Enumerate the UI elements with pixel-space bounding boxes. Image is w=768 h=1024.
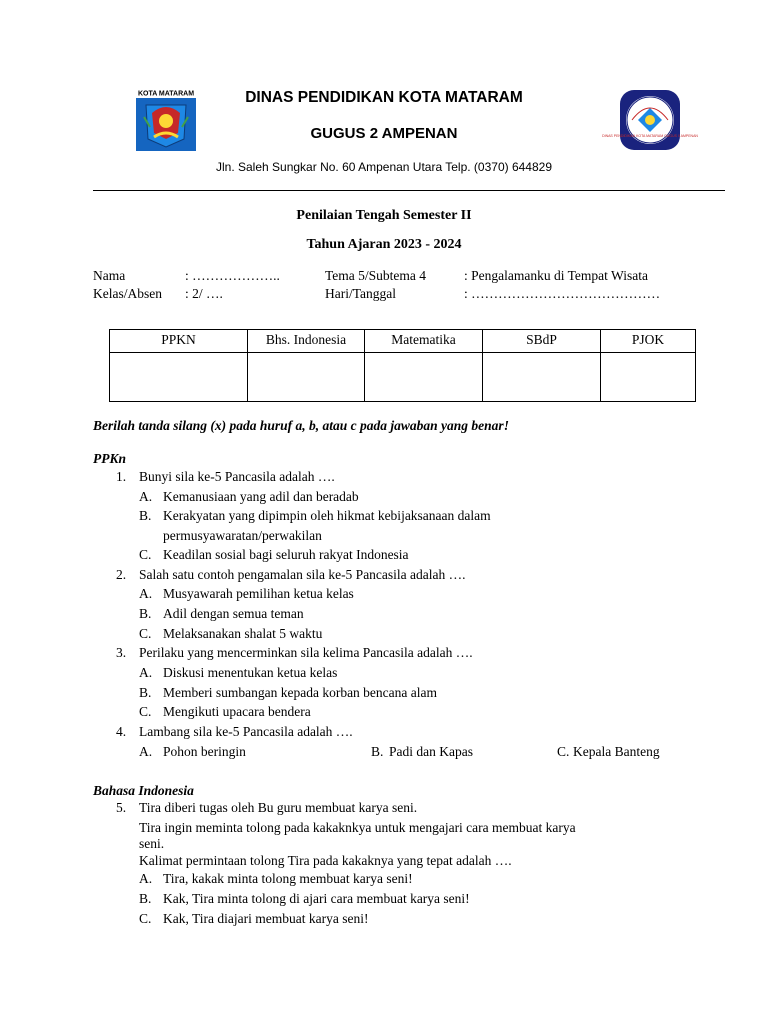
score-cell-pjok[interactable]	[601, 353, 696, 402]
option-letter[interactable]: B.	[139, 685, 152, 700]
option-letter[interactable]: B.	[371, 744, 384, 759]
logo-left-caption: KOTA MATARAM	[137, 90, 195, 98]
hari-label: Hari/Tanggal	[325, 286, 397, 301]
cluster-name: GUGUS 2 AMPENAN	[310, 125, 458, 142]
option-text: Kemanusiaan yang adil dan beradab	[163, 489, 359, 504]
option-text: Diskusi menentukan ketua kelas	[163, 665, 338, 680]
question-text-line: seni.	[139, 836, 165, 851]
option-letter[interactable]: C.	[139, 911, 152, 926]
score-header-matematika: Matematika	[365, 330, 483, 353]
tema-value: : Pengalamanku di Tempat Wisata	[464, 268, 648, 283]
question-text: Salah satu contoh pengamalan sila ke-5 Pancasila adalah ….	[139, 567, 466, 582]
score-header-ppkn: PPKN	[110, 330, 248, 353]
score-cell-bhs-indonesia[interactable]	[248, 353, 365, 402]
hari-field[interactable]: : ……………………………………	[464, 286, 661, 301]
question-number: 3.	[116, 645, 127, 660]
option-text: Keadilan sosial bagi seluruh rakyat Indonesia	[163, 547, 409, 562]
score-cell-matematika[interactable]	[365, 353, 483, 402]
score-header-bhs-indonesia: Bhs. Indonesia	[248, 330, 365, 353]
score-cell-sbdp[interactable]	[483, 353, 601, 402]
exam-title: Penilaian Tengah Semester II	[296, 208, 472, 223]
option-text: Kepala Banteng	[573, 744, 660, 759]
option-text: Mengikuti upacara bendera	[163, 704, 311, 719]
option-text: Tira, kakak minta tolong membuat karya seni!	[163, 871, 413, 886]
option-text: Memberi sumbangan kepada korban bencana alam	[163, 685, 438, 700]
score-table	[109, 329, 696, 402]
institution-name: DINAS PENDIDIKAN KOTA MATARAM	[245, 89, 523, 106]
kelas-label: Kelas/Absen	[93, 286, 162, 301]
option-letter[interactable]: A.	[139, 744, 153, 759]
question-text: Bunyi sila ke-5 Pancasila adalah ….	[139, 469, 335, 484]
nama-field[interactable]: : ………………..	[185, 268, 280, 283]
option-letter[interactable]: C.	[139, 626, 152, 641]
option-text: Kak, Tira minta tolong di ajari cara membuat karya seni!	[163, 891, 470, 906]
address-line: Jln. Saleh Sungkar No. 60 Ampenan Utara Telp. (0370) 644829	[216, 160, 552, 174]
option-text: Padi dan Kapas	[389, 744, 473, 759]
nama-label: Nama	[93, 268, 126, 283]
option-letter[interactable]: A.	[139, 665, 153, 680]
question-number: 1.	[116, 469, 127, 484]
option-letter[interactable]: A.	[139, 489, 153, 504]
question-text-line: Kalimat permintaan tolong Tira pada kakaknya yang tepat adalah ….	[139, 853, 512, 868]
option-letter[interactable]: B.	[139, 891, 152, 906]
question-text: Tira diberi tugas oleh Bu guru membuat karya seni.	[139, 800, 418, 815]
option-letter[interactable]: C.	[139, 704, 152, 719]
header-divider	[93, 190, 725, 191]
score-header-pjok: PJOK	[601, 330, 696, 353]
section-title-ppkn: PPKn	[93, 451, 127, 466]
option-text: Musyawarah pemilihan ketua kelas	[163, 586, 354, 601]
option-letter[interactable]: C.	[557, 744, 570, 759]
option-text: Adil dengan semua teman	[163, 606, 304, 621]
option-text: Kerakyatan yang dipimpin oleh hikmat kebijaksanaan dalam	[163, 508, 491, 523]
kelas-field[interactable]: : 2/ ….	[185, 286, 223, 301]
question-text: Lambang sila ke-5 Pancasila adalah ….	[139, 724, 353, 739]
option-letter[interactable]: C.	[139, 547, 152, 562]
logo-right-caption: DINAS PENDIDIKAN KOTA MATARAM GUGUS II AMPENAN	[602, 134, 698, 138]
option-letter[interactable]: A.	[139, 586, 153, 601]
option-text: Pohon beringin	[163, 744, 246, 759]
tema-label: Tema 5/Subtema 4	[325, 268, 427, 283]
score-cell-ppkn[interactable]	[110, 353, 248, 402]
question-text: Perilaku yang mencerminkan sila kelima Pancasila adalah ….	[139, 645, 473, 660]
academic-year: Tahun Ajaran 2023 - 2024	[306, 237, 462, 252]
score-header-sbdp: SBdP	[483, 330, 601, 353]
option-letter[interactable]: B.	[139, 508, 152, 523]
option-text: Kak, Tira diajari membuat karya seni!	[163, 911, 369, 926]
section-title-bahasa-indonesia: Bahasa Indonesia	[93, 783, 194, 798]
option-letter[interactable]: A.	[139, 871, 153, 886]
instruction: Berilah tanda silang (x) pada huruf a, b, atau c pada jawaban yang benar!	[93, 418, 509, 433]
question-text-line: Tira ingin meminta tolong pada kakaknkya untuk mengajari cara membuat karya	[139, 820, 576, 835]
question-number: 4.	[116, 724, 127, 739]
question-number: 2.	[116, 567, 127, 582]
option-text-continued: permusyawaratan/perwakilan	[163, 528, 322, 543]
option-text: Melaksanakan shalat 5 waktu	[163, 626, 323, 641]
question-number: 5.	[116, 800, 127, 815]
option-letter[interactable]: B.	[139, 606, 152, 621]
